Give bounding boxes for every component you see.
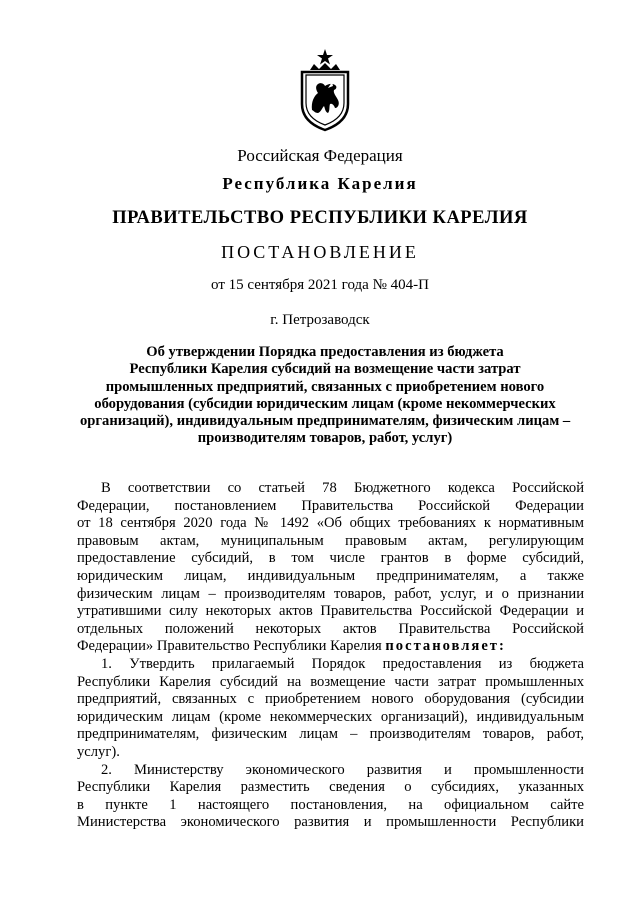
paragraph-item-2 <box>77 762 584 832</box>
body-line: предпринимателям, физическим лицам – производителям товаров, работ, <box>77 726 584 743</box>
paragraph-preamble <box>77 480 584 656</box>
decree-verb: постановляет <box>385 638 499 655</box>
title-line: промышленных предприятий, связанных с приобретением нового <box>105 378 545 395</box>
body-line-last: услуг). <box>77 743 120 760</box>
colon: : <box>498 638 506 655</box>
body-line: Федерации, постановлением Правительства Российской Федерации <box>77 497 584 514</box>
body-line: физическим лицам – производителям товаров, работ, услуг, и о признании <box>77 585 584 602</box>
body-line: правовым актам, муниципальным правовым актам, регулирующим <box>77 532 584 549</box>
republic-name: Республика Карелия <box>222 174 418 193</box>
body-line: от 18 сентября 2020 года № 1492 «Об общих требованиях к нормативным <box>77 515 584 532</box>
city: г. Петрозаводск <box>270 312 370 328</box>
title-line: Республики Карелия субсидий на возмещение части затрат <box>129 361 521 378</box>
body-line: Республики Карелия субсидий на возмещение части затрат промышленных <box>77 673 584 690</box>
document-body <box>77 480 584 832</box>
title-line: производителям товаров, работ, услуг) <box>197 430 453 447</box>
body-line: 2. Министерству экономического развития и промышленности <box>101 761 584 778</box>
body-line: утратившими силу некоторых актов Правительства Российской Федерации и <box>77 603 584 620</box>
karelia-coat-of-arms-icon <box>296 48 354 132</box>
body-line: Республики Карелия разместить сведения о субсидиях, указанных <box>77 779 584 796</box>
body-line: В соответствии со статьей 78 Бюджетного кодекса Российской <box>101 480 584 496</box>
paragraph-item-1 <box>77 656 584 762</box>
body-line: предприятий, связанных с приобретением нового оборудования (субсидии <box>77 691 584 708</box>
document-type: ПОСТАНОВЛЕНИЕ <box>221 242 419 262</box>
body-text: Федерации» Правительство Республики Карелия <box>77 638 382 655</box>
title-line: оборудования (субсидии юридическим лицам (кроме некоммерческих <box>94 395 556 412</box>
date-and-number: от 15 сентября 2021 года № 404-П <box>211 277 429 293</box>
body-line-last <box>77 638 584 656</box>
body-line: отдельных положений некоторых актов Правительства Российской <box>77 620 584 637</box>
document-title <box>80 344 570 448</box>
title-line: Об утверждении Порядка предоставления из бюджета <box>146 344 504 360</box>
body-line: юридическим лицам (кроме некоммерческих организаций), индивидуальным <box>77 708 584 725</box>
body-line: 1. Утвердить прилагаемый Порядок предоставления из бюджета <box>101 655 584 672</box>
body-line: предоставление субсидий, в том числе грантов в форме субсидий, <box>77 550 584 567</box>
body-line: в пункте 1 настоящего постановления, на официальном сайте <box>77 796 584 813</box>
government-name: ПРАВИТЕЛЬСТВО РЕСПУБЛИКИ КАРЕЛИЯ <box>112 208 528 228</box>
body-line: Министерства экономического развития и промышленности Республики <box>77 814 584 831</box>
title-line: организаций), индивидуальным предпринимателям, физическим лицам – <box>80 413 571 430</box>
country-name: Российская Федерация <box>237 146 403 165</box>
body-line: юридическим лицам, индивидуальным предпринимателям, а также <box>77 567 584 584</box>
